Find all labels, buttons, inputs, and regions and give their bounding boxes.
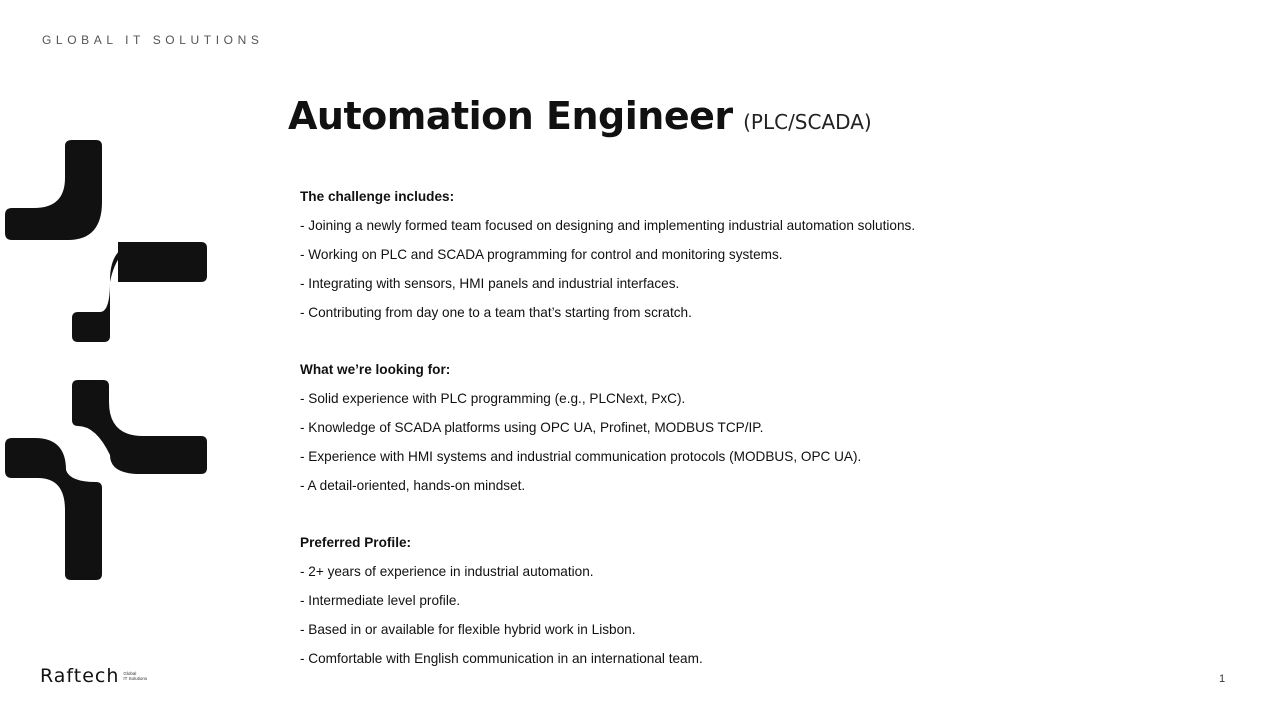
section-heading-looking-for: What we’re looking for: [300, 362, 451, 377]
logo-subtext-line-1: Global [123, 671, 137, 676]
page-title [288, 94, 872, 138]
decor-shape-top-left [5, 140, 102, 240]
brand-tagline: GLOBAL IT SOLUTIONS [42, 33, 264, 47]
list-item: - Joining a newly formed team focused on designing and implementing industrial automation solutions. [300, 218, 916, 233]
logo-subtext [123, 671, 147, 681]
decor-shape-bottom-left [5, 438, 102, 580]
company-logo [40, 665, 147, 687]
title-subtitle: (PLC/SCADA) [743, 110, 872, 134]
logo-wordmark: Raftech [40, 665, 120, 687]
page-number: 1 [1219, 673, 1226, 685]
section-heading-challenge: The challenge includes: [300, 189, 455, 204]
list-item: - Comfortable with English communication in an international team. [300, 651, 703, 666]
section-spacer [300, 500, 1200, 528]
decor-shape-top-right-bar [118, 242, 207, 282]
section-heading-profile: Preferred Profile: [300, 535, 412, 550]
list-item: - Working on PLC and SCADA programming for control and monitoring systems. [300, 247, 783, 262]
title-main: Automation Engineer [288, 94, 733, 138]
list-item: - Solid experience with PLC programming (e.g., PLCNext, PxC). [300, 391, 686, 406]
list-item: - Experience with HMI systems and industrial communication protocols (MODBUS, OPC UA). [300, 449, 862, 464]
list-item: - Contributing from day one to a team that’s starting from scratch. [300, 305, 692, 320]
job-description [300, 182, 1200, 673]
logo-subtext-line-2: IT Solutions [123, 676, 148, 681]
decorative-brand-shapes-icon [0, 130, 215, 590]
list-item: - A detail-oriented, hands-on mindset. [300, 478, 526, 493]
section-spacer [300, 327, 1200, 355]
list-item: - Intermediate level profile. [300, 593, 461, 608]
list-item: - 2+ years of experience in industrial automation. [300, 564, 594, 579]
list-item: - Knowledge of SCADA platforms using OPC UA, Profinet, MODBUS TCP/IP. [300, 420, 764, 435]
list-item: - Based in or available for flexible hybrid work in Lisbon. [300, 622, 636, 637]
list-item: - Integrating with sensors, HMI panels and industrial interfaces. [300, 276, 680, 291]
decor-shape-bottom-right [72, 380, 207, 474]
